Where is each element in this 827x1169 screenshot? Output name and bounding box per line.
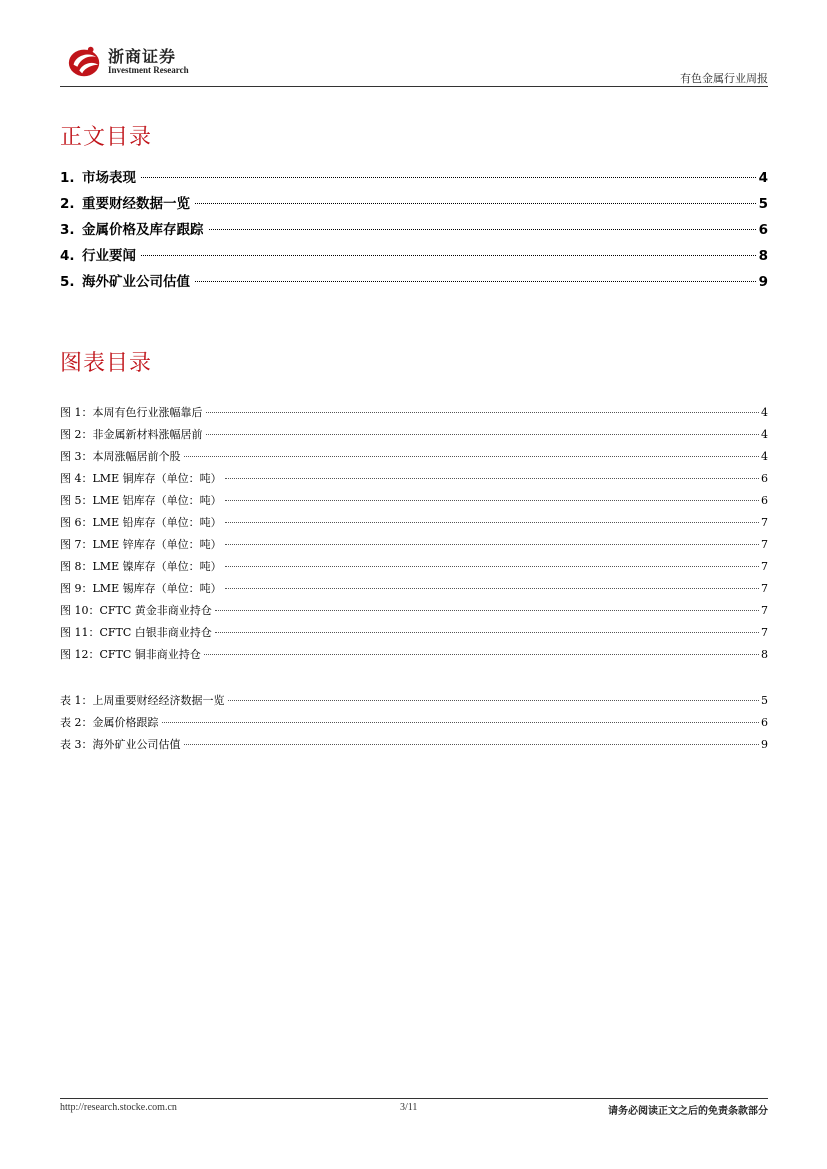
dot-leader bbox=[162, 722, 760, 723]
toc-item-title: 海外矿业公司估值 bbox=[82, 274, 190, 290]
figure-item-label: 图 11：CFTC 白银非商业持仓 bbox=[60, 626, 212, 639]
dot-leader bbox=[184, 456, 760, 457]
figure-item-page: 7 bbox=[761, 560, 768, 573]
dot-leader bbox=[141, 255, 756, 256]
figures-title: 图表目录 bbox=[60, 351, 153, 376]
dot-leader bbox=[209, 229, 756, 230]
figure-item-page: 7 bbox=[761, 604, 768, 617]
toc-list bbox=[60, 166, 768, 296]
figure-item[interactable] bbox=[60, 404, 768, 426]
table-item-label: 表 3：海外矿业公司估值 bbox=[60, 738, 181, 751]
figure-item-page: 6 bbox=[761, 494, 768, 507]
figure-item-label: 图 8：LME 镍库存（单位：吨） bbox=[60, 560, 222, 573]
figure-item-label: 图 4：LME 铜库存（单位：吨） bbox=[60, 472, 222, 485]
figure-item-page: 7 bbox=[761, 626, 768, 639]
figure-item-label: 图 7：LME 锌库存（单位：吨） bbox=[60, 538, 222, 551]
dot-leader bbox=[225, 566, 759, 567]
dot-leader bbox=[184, 744, 760, 745]
figure-item[interactable] bbox=[60, 602, 768, 624]
figure-item-page: 4 bbox=[761, 428, 768, 441]
table-item[interactable] bbox=[60, 714, 768, 736]
toc-item-title: 行业要闻 bbox=[82, 248, 136, 264]
toc-item[interactable] bbox=[60, 192, 768, 218]
dot-leader bbox=[225, 478, 759, 479]
toc-item-number: 5. bbox=[60, 274, 75, 290]
toc-item-page: 4 bbox=[758, 170, 768, 186]
dot-leader bbox=[225, 544, 759, 545]
dot-leader bbox=[206, 412, 760, 413]
table-item-page: 5 bbox=[761, 694, 768, 707]
figure-item[interactable] bbox=[60, 558, 768, 580]
table-list bbox=[60, 692, 768, 758]
toc-item-title: 市场表现 bbox=[82, 170, 136, 186]
toc-item[interactable] bbox=[60, 166, 768, 192]
dot-leader bbox=[215, 610, 759, 611]
footer-disclaimer: 请务必阅读正文之后的免责条款部分 bbox=[608, 1106, 768, 1117]
dot-leader bbox=[225, 522, 759, 523]
figure-item-label: 图 9：LME 锡库存（单位：吨） bbox=[60, 582, 222, 595]
dot-leader bbox=[225, 500, 759, 501]
table-item[interactable] bbox=[60, 692, 768, 714]
toc-item[interactable] bbox=[60, 270, 768, 296]
toc-item-number: 4. bbox=[60, 248, 75, 264]
toc-item-number: 1. bbox=[60, 170, 75, 186]
figure-item-page: 7 bbox=[761, 538, 768, 551]
dot-leader bbox=[206, 434, 760, 435]
figure-item[interactable] bbox=[60, 426, 768, 448]
figure-item-page: 4 bbox=[761, 450, 768, 463]
toc-item-number: 2. bbox=[60, 196, 75, 212]
figure-item[interactable] bbox=[60, 470, 768, 492]
company-logo-icon bbox=[66, 42, 104, 80]
logo-chinese-name: 浙商证券 bbox=[108, 47, 177, 66]
report-type: 有色金属行业周报 bbox=[680, 72, 768, 85]
logo-english-name: Investment Research bbox=[108, 65, 189, 75]
dot-leader bbox=[228, 700, 760, 701]
page-header bbox=[60, 40, 768, 88]
toc-item-title: 金属价格及库存跟踪 bbox=[82, 222, 204, 238]
figure-item-page: 8 bbox=[761, 648, 768, 661]
figure-item[interactable] bbox=[60, 536, 768, 558]
dot-leader bbox=[195, 281, 756, 282]
table-item-label: 表 2：金属价格跟踪 bbox=[60, 716, 159, 729]
figure-item-label: 图 10：CFTC 黄金非商业持仓 bbox=[60, 604, 212, 617]
figure-item-label: 图 12：CFTC 铜非商业持仓 bbox=[60, 648, 201, 661]
figure-item[interactable] bbox=[60, 624, 768, 646]
toc-item[interactable] bbox=[60, 218, 768, 244]
toc-item-page: 6 bbox=[758, 222, 768, 238]
figure-list bbox=[60, 404, 768, 668]
toc-item-title: 重要财经数据一览 bbox=[82, 196, 190, 212]
dot-leader bbox=[204, 654, 759, 655]
footer-divider bbox=[60, 1098, 768, 1099]
figure-item-label: 图 6：LME 铅库存（单位：吨） bbox=[60, 516, 222, 529]
toc-item-page: 9 bbox=[758, 274, 768, 290]
figure-item[interactable] bbox=[60, 448, 768, 470]
footer-page-number: 3/11 bbox=[400, 1102, 418, 1113]
footer-url-link[interactable]: http://research.stocke.com.cn bbox=[60, 1102, 177, 1113]
header-divider bbox=[60, 86, 768, 87]
toc-item-page: 5 bbox=[758, 196, 768, 212]
figure-item-label: 图 3：本周涨幅居前个股 bbox=[60, 450, 181, 463]
dot-leader bbox=[141, 177, 756, 178]
toc-title: 正文目录 bbox=[60, 125, 153, 150]
figure-item-page: 7 bbox=[761, 516, 768, 529]
dot-leader bbox=[195, 203, 756, 204]
table-item[interactable] bbox=[60, 736, 768, 758]
dot-leader bbox=[215, 632, 759, 633]
figure-item[interactable] bbox=[60, 646, 768, 668]
page-footer bbox=[60, 1102, 768, 1118]
table-item-page: 9 bbox=[761, 738, 768, 751]
table-item-label: 表 1：上周重要财经经济数据一览 bbox=[60, 694, 225, 707]
figure-item[interactable] bbox=[60, 492, 768, 514]
figure-item-page: 6 bbox=[761, 472, 768, 485]
toc-item-page: 8 bbox=[758, 248, 768, 264]
figure-item[interactable] bbox=[60, 514, 768, 536]
table-item-page: 6 bbox=[761, 716, 768, 729]
figure-item-label: 图 2：非金属新材料涨幅居前 bbox=[60, 428, 203, 441]
toc-item[interactable] bbox=[60, 244, 768, 270]
toc-item-number: 3. bbox=[60, 222, 75, 238]
figure-item-page: 7 bbox=[761, 582, 768, 595]
dot-leader bbox=[225, 588, 759, 589]
figure-item[interactable] bbox=[60, 580, 768, 602]
figure-item-page: 4 bbox=[761, 406, 768, 419]
figure-item-label: 图 1：本周有色行业涨幅靠后 bbox=[60, 406, 203, 419]
figure-item-label: 图 5：LME 铝库存（单位：吨） bbox=[60, 494, 222, 507]
